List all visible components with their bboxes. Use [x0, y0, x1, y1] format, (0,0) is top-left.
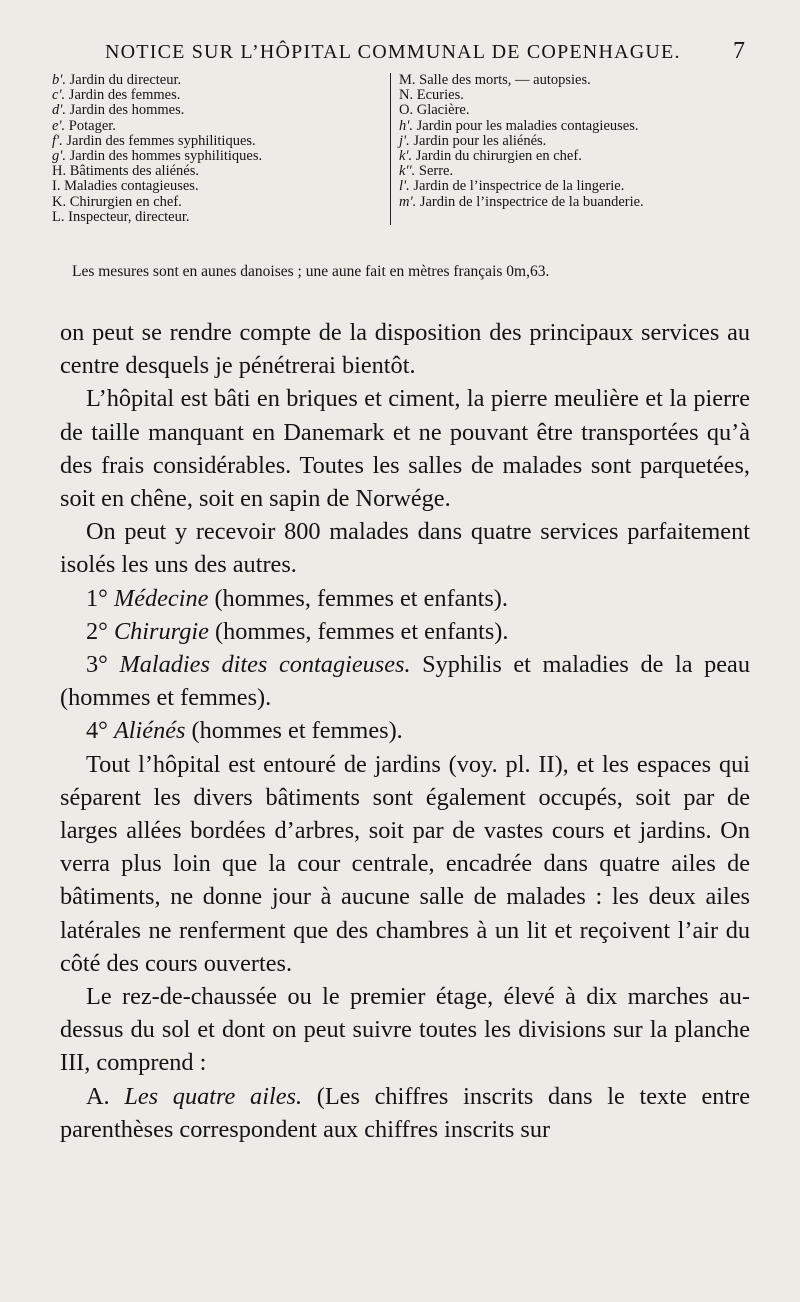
service-item: 1° Médecine (hommes, femmes et enfants).	[86, 584, 508, 612]
paragraph: Le rez-de-chaussée ou le premier étage, élevé à dix marches au-dessus du sol et dont on peut suivre toutes les divisions sur la planche III, comprend :	[60, 983, 750, 1077]
legend-item: f'. Jardin des femmes syphilitiques.	[52, 132, 256, 149]
service-item: 4° Aliénés (hommes et femmes).	[86, 717, 403, 745]
legend-item: L. Inspecteur, directeur.	[52, 208, 190, 225]
running-header	[105, 38, 745, 65]
legend-item: k''. Serre.	[399, 163, 454, 180]
page-number: 7	[733, 38, 745, 64]
legend-item: e'. Potager.	[52, 117, 116, 134]
running-title: NOTICE SUR L’HÔPITAL COMMUNAL DE COPENHAGUE.	[105, 41, 681, 63]
legend-item: H. Bâtiments des aliénés.	[52, 163, 199, 180]
legend-item: N. Ecuries.	[399, 87, 464, 104]
legend-item: m'. Jardin de l’inspectrice de la buanderie.	[399, 193, 644, 210]
paragraph: on peut se rendre compte de la disposition des principaux services au centre desquels je pénétrerai bientôt.	[60, 319, 750, 380]
legend-right-column	[399, 73, 749, 225]
legend-item: h'. Jardin pour les maladies contagieuses.	[399, 117, 639, 134]
legend-item: b'. Jardin du directeur.	[52, 72, 182, 88]
legend-item: I. Maladies contagieuses.	[52, 178, 199, 195]
legend-item: j'. Jardin pour les aliénés.	[399, 132, 547, 149]
plan-legend	[52, 73, 752, 225]
legend-item: g'. Jardin des hommes syphilitiques.	[52, 148, 263, 165]
legend-item: k'. Jardin du chirurgien en chef.	[399, 148, 582, 165]
legend-divider	[390, 73, 391, 225]
legend-item: M. Salle des morts, — autopsies.	[399, 72, 591, 88]
legend-item: d'. Jardin des hommes.	[52, 102, 185, 119]
body-text	[60, 316, 750, 1146]
measure-note: Les mesures sont en aunes danoises ; une aune fait en mètres français 0m,63.	[72, 263, 550, 280]
paragraph: On peut y recevoir 800 malades dans quatre services parfaitement isolés les uns des autres.	[60, 518, 750, 579]
service-item: 2° Chirurgie (hommes, femmes et enfants).	[86, 617, 509, 645]
service-item: 3° Maladies dites contagieuses. Syphilis et maladies de la peau (hommes et femmes).	[60, 651, 750, 712]
legend-left-column	[52, 73, 386, 225]
paragraph: A. Les quatre ailes. (Les chiffres inscrits dans le texte entre parenthèses correspondent aux chiffres inscrits sur	[60, 1082, 750, 1143]
legend-item: l'. Jardin de l’inspectrice de la lingerie.	[399, 178, 625, 195]
legend-item: O. Glacière.	[399, 102, 470, 119]
legend-item: c'. Jardin des femmes.	[52, 87, 181, 104]
paragraph: L’hôpital est bâti en briques et ciment, la pierre meulière et la pierre de taille manquant en Danemark et ne pouvant être transportées qu’à des frais considérables. Toutes les salles de malades sont parquetées, soit en chêne, soit en sapin de Norwége.	[60, 385, 750, 513]
legend-item: K. Chirurgien en chef.	[52, 193, 182, 210]
paragraph: Tout l’hôpital est entouré de jardins (voy. pl. II), et les espaces qui séparent les divers bâtiments sont également occupés, soit par de larges allées bordées d’arbres, soit par de vastes cours et jardins. On verra plus loin que la cour centrale, encadrée dans quatre ailes de bâtiments, ne donne jour à aucune salle de malades : les deux ailes latérales ne renferment que des chambres à un lit et reçoivent l’air du côté des cours ouvertes.	[60, 750, 750, 977]
